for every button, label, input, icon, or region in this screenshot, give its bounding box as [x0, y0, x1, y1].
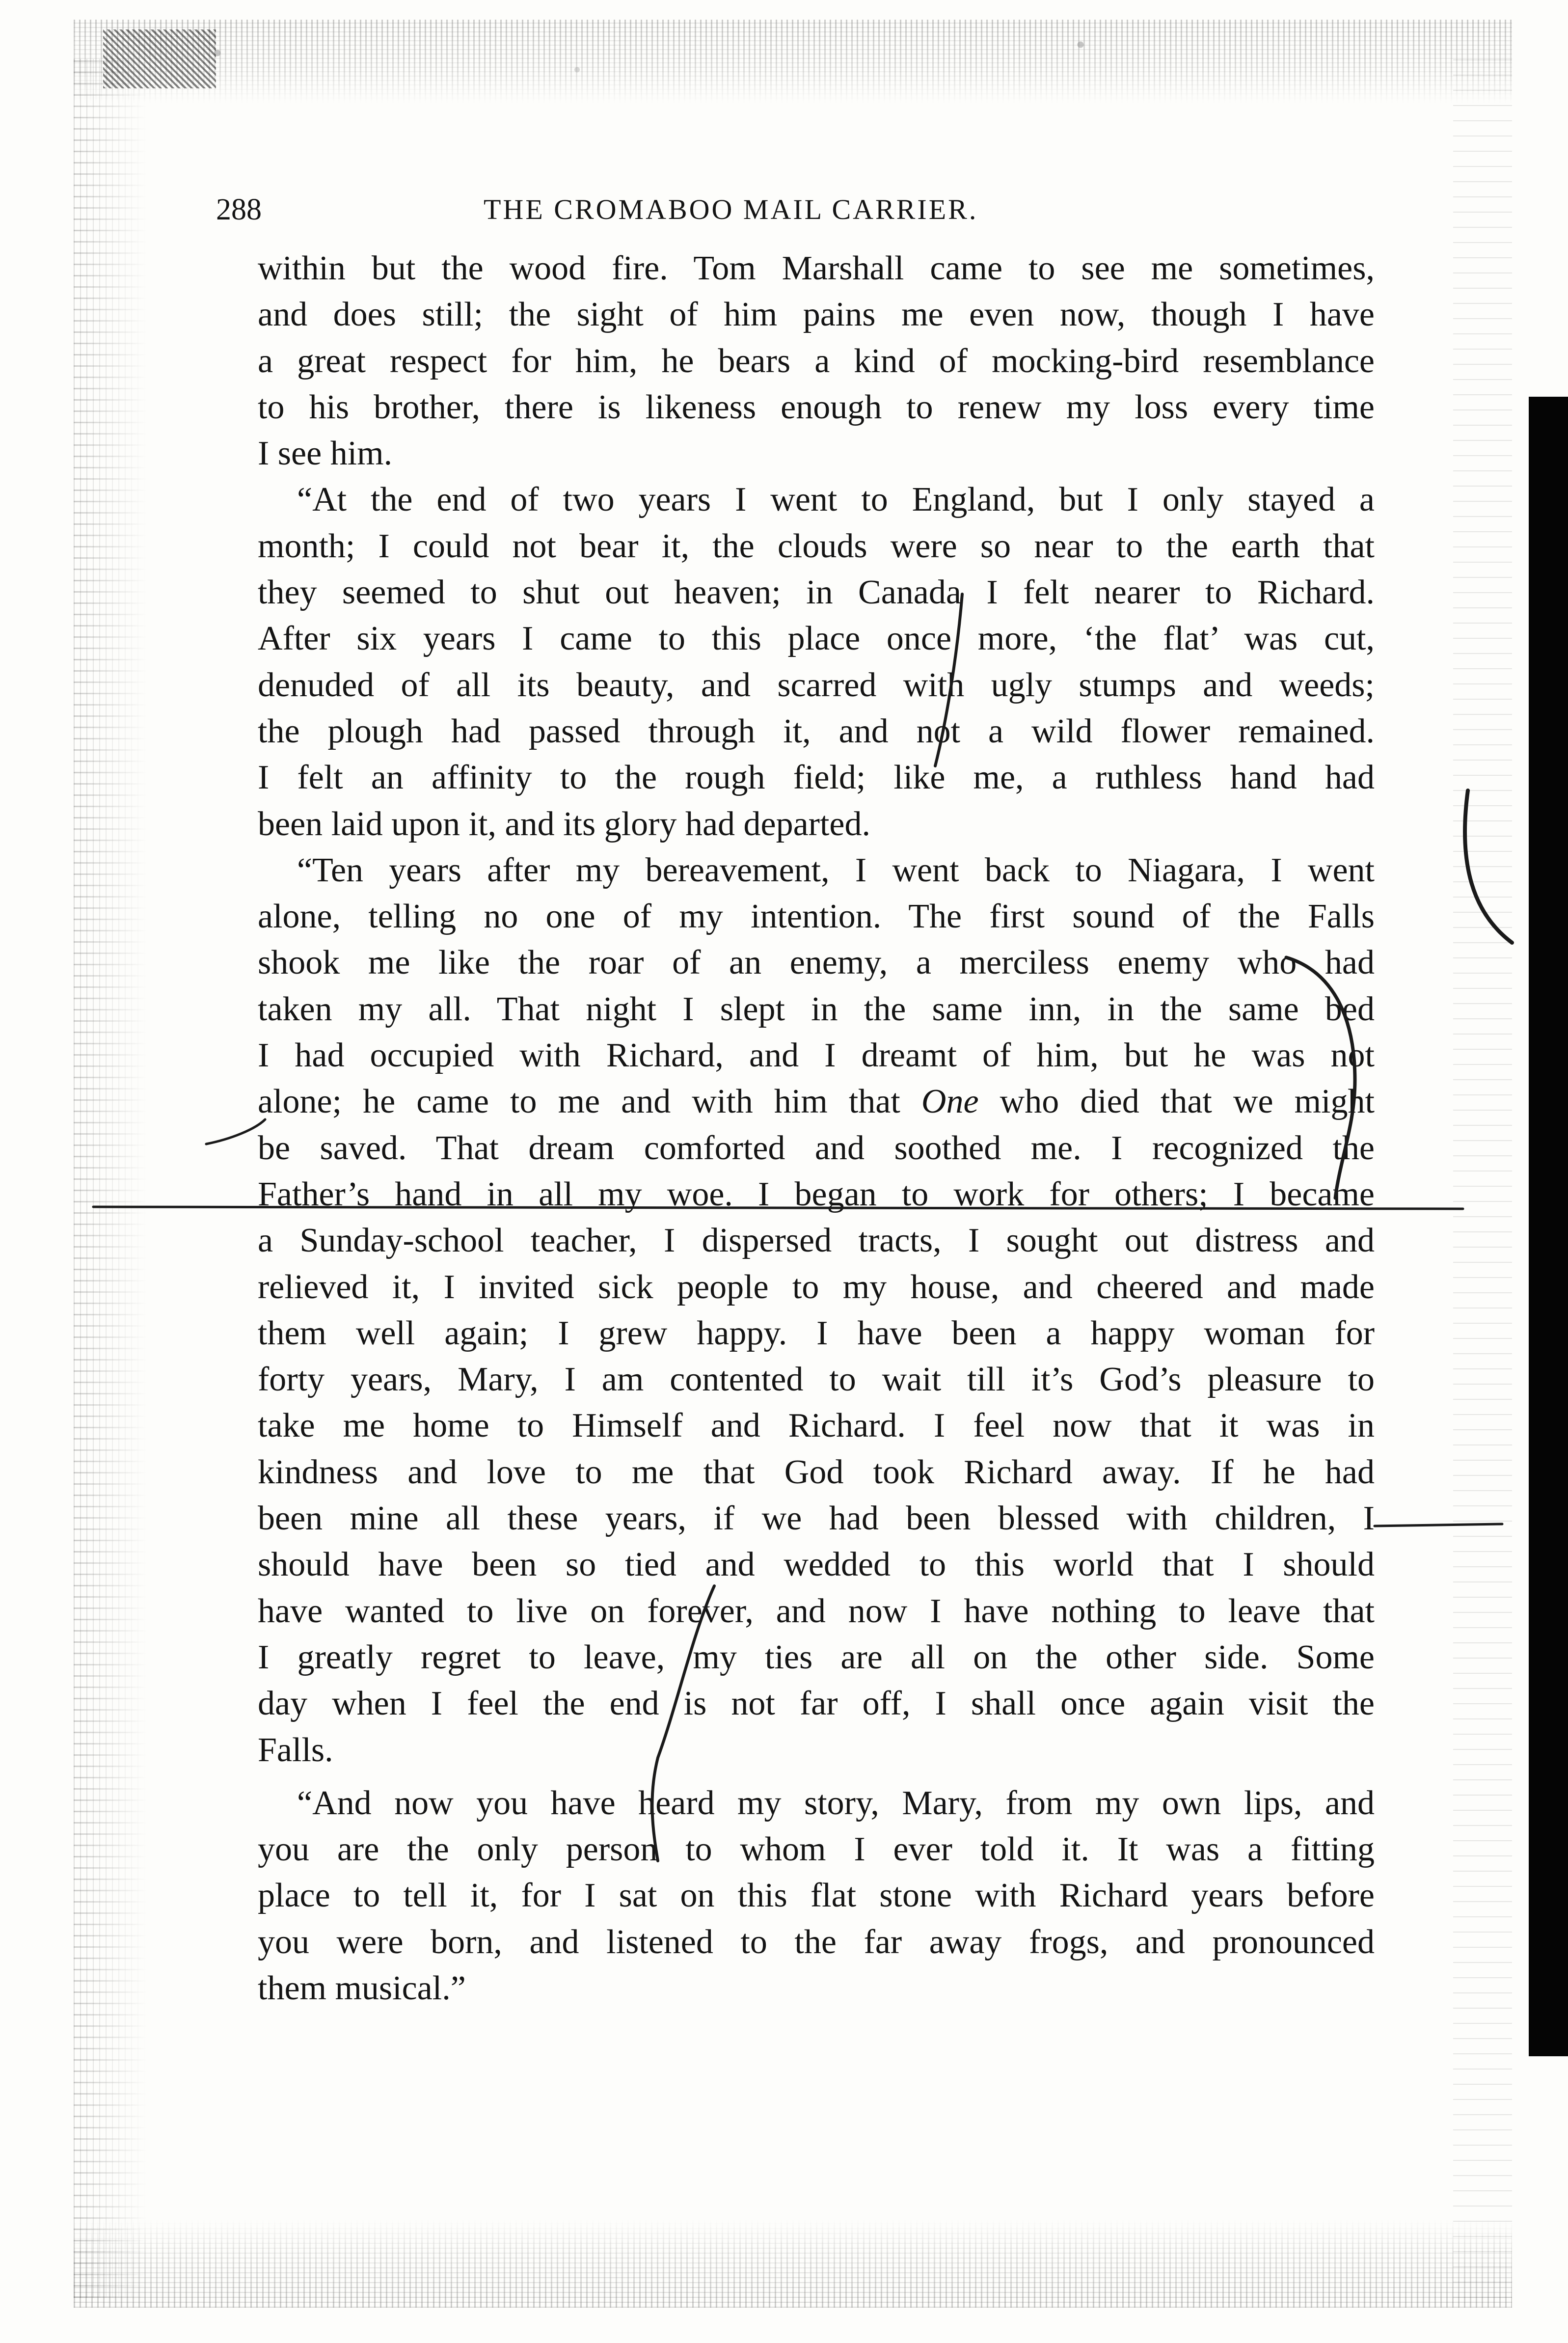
- text-line: be saved. That dream comforted and soothed me. I recognized the: [258, 1129, 1375, 1167]
- scan-noise-top: [74, 20, 1512, 103]
- italic-word: One: [921, 1083, 979, 1121]
- text-line: I had occupied with Richard, and I dreamt of him, but he was not: [258, 1036, 1375, 1075]
- text-line: taken my all. That night I slept in the same inn, in the same bed: [258, 990, 1375, 1028]
- text-line: kindness and love to me that God took Richard away. If he had: [258, 1453, 1375, 1491]
- text-line: shook me like the roar of an enemy, a merciless enemy who had: [258, 944, 1375, 982]
- text-line: After six years I came to this place once more, ‘the flat’ was cut,: [258, 620, 1375, 658]
- text-line: relieved it, I invited sick people to my house, and cheered and made: [258, 1268, 1375, 1306]
- text-line: “And now you have heard my story, Mary, from my own lips, and: [297, 1784, 1375, 1822]
- text-line: day when I feel the end is not far off, I shall once again visit the: [258, 1685, 1375, 1723]
- text-segment: who died that we might: [1000, 1083, 1375, 1121]
- paragraph-gap: [258, 1773, 1375, 1780]
- scan-noise-right: [1453, 59, 1512, 2298]
- text-line: Father’s hand in all my woe. I began to work for others; I became: [258, 1175, 1375, 1213]
- text-line: have wanted to live on forever, and now I have nothing to leave that: [258, 1592, 1375, 1630]
- text-line: them musical.”: [258, 1969, 466, 2007]
- text-line: a great respect for him, he bears a kind of mocking-bird resemblance: [258, 342, 1375, 380]
- text-line: they seemed to shut out heaven; in Canada I felt nearer to Richard.: [258, 573, 1375, 612]
- text-line: the plough had passed through it, and not a wild flower remained.: [258, 712, 1375, 750]
- text-line: denuded of all its beauty, and scarred with ugly stumps and weeds;: [258, 666, 1375, 704]
- body-text: [258, 245, 1375, 2012]
- running-head: [216, 183, 1375, 237]
- text-line: within but the wood fire. Tom Marshall came to see me sometimes,: [258, 249, 1375, 287]
- binding-gutter-shadow: [1529, 397, 1568, 2056]
- text-line: to his brother, there is likeness enough to renew my loss every time: [258, 388, 1375, 426]
- text-line: forty years, Mary, I am contented to wait till it’s God’s pleasure to: [258, 1361, 1375, 1399]
- text-line: month; I could not bear it, the clouds were so near to the earth that: [258, 527, 1375, 565]
- text-line-with-italic: [258, 1079, 1375, 1125]
- text-line: “Ten years after my bereavement, I went back to Niagara, I went: [297, 851, 1375, 889]
- text-line: place to tell it, for I sat on this flat stone with Richard years before: [258, 1877, 1375, 1915]
- page-number: 288: [216, 193, 262, 226]
- text-line: been laid upon it, and its glory had departed.: [258, 805, 871, 843]
- pencil-stroke-left-margin: [206, 1119, 265, 1144]
- text-line: Falls.: [258, 1731, 333, 1769]
- text-line: I greatly regret to leave, my ties are all on the other side. Some: [258, 1638, 1375, 1676]
- text-line: them well again; I grew happy. I have been a happy woman for: [258, 1314, 1375, 1352]
- text-line: should have been so tied and wedded to this world that I should: [258, 1546, 1375, 1584]
- scan-noise-left: [74, 59, 147, 2298]
- running-title: THE CROMABOO MAIL CARRIER.: [484, 193, 978, 225]
- text-line: I felt an affinity to the rough field; like me, a ruthless hand had: [258, 759, 1375, 797]
- text-line: you are the only person to whom I ever told it. It was a fitting: [258, 1830, 1375, 1869]
- text-line: take me home to Himself and Richard. I feel now that it was in: [258, 1407, 1375, 1445]
- text-line: been mine all these years, if we had been blessed with children, I: [258, 1499, 1375, 1538]
- text-line: alone, telling no one of my intention. The first sound of the Falls: [258, 898, 1375, 936]
- scan-noise-bottom: [74, 2219, 1512, 2308]
- text-segment: alone; he came to me and with him that: [258, 1083, 900, 1121]
- text-line: and does still; the sight of him pains me even now, though I have: [258, 296, 1375, 334]
- text-line: you were born, and listened to the far away frogs, and pronounced: [258, 1923, 1375, 1961]
- text-line: I see him.: [258, 435, 393, 473]
- text-line: “At the end of two years I went to England, but I only stayed a: [297, 481, 1375, 519]
- text-line: a Sunday-school teacher, I dispersed tracts, I sought out distress and: [258, 1222, 1375, 1260]
